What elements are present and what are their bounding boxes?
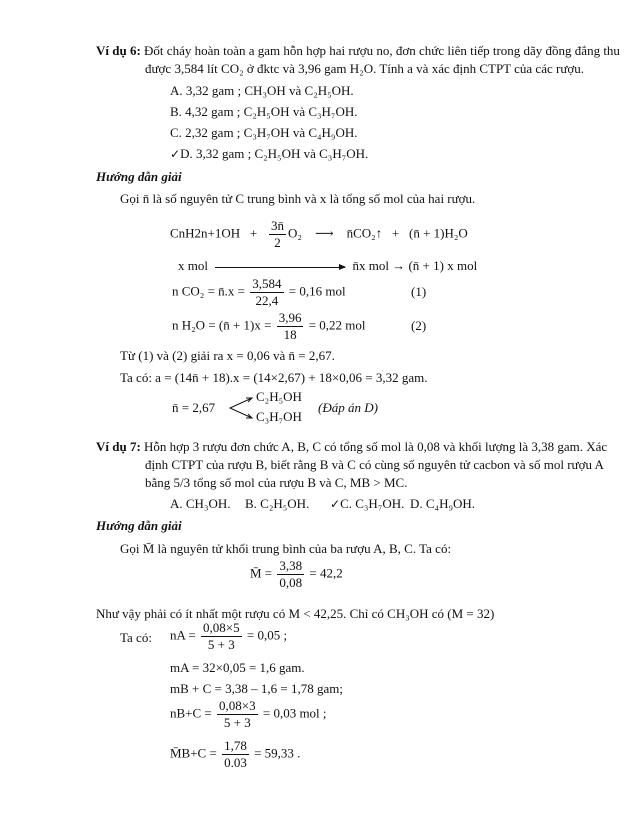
eq2-fraction (277, 310, 304, 343)
ex7-taco: Ta có: (120, 630, 152, 645)
mol-left: x mol (178, 258, 208, 273)
check-icon: ✓ (170, 147, 181, 161)
nBC-fraction (217, 698, 258, 731)
reaction-arrow: ⟶ (314, 225, 334, 241)
eq2-tag: (2) (411, 318, 427, 333)
ex6-option-a: A. 3,32 gam ; CH₃OH và C₂H₅OH. (170, 83, 354, 98)
nA-den: 5 + 3 (207, 637, 235, 652)
ex6-eq1 (172, 276, 346, 309)
branch-top: C₂H₅OH (256, 389, 302, 404)
eq1-tag: (1) (411, 284, 427, 299)
mbar-rhs: = 42,2 (309, 565, 343, 581)
plus-sign-2: + (391, 225, 400, 241)
eq1-rhs: = 0,16 mol (288, 283, 346, 299)
nA-num: 0,08×5 (203, 620, 240, 635)
ex6-answer: (Đáp án D) (318, 400, 378, 415)
eq1-num: 3,584 (252, 276, 282, 291)
o2-den: 2 (274, 235, 281, 250)
ex7-nA (170, 620, 287, 653)
long-arrow-icon (215, 267, 345, 268)
mbar-lhs: M̄ = (250, 565, 273, 581)
mbar-num: 3,38 (279, 558, 303, 573)
ex7-option-c-row (330, 496, 404, 512)
nBC-lhs: nB+C = (170, 705, 212, 721)
branch-arrows-icon (226, 396, 254, 420)
eq2-rhs: = 0,22 mol (308, 317, 366, 333)
branch-bottom: C₃H₇OH (256, 409, 302, 424)
ex7-MBC (170, 738, 300, 771)
nA-lhs: nA = (170, 627, 196, 643)
eq2-lhs: n H₂O = (n̄ + 1)x = (172, 317, 272, 333)
MBC-lhs: M̄B+C = (170, 745, 217, 761)
ex7-text-2: định CTPT của rượu B, biết rằng B và C có cùng số nguyên tử cacbon và số mol rượu A (145, 457, 604, 472)
ex6-eq2 (172, 310, 366, 343)
MBC-num: 1,78 (224, 738, 247, 753)
ex7-intro: Gọi M̄ là nguyên tử khối trung bình của ba rượu A, B, C. Ta có: (120, 541, 452, 556)
mbar-fraction (277, 558, 304, 591)
eq2-num: 3,96 (278, 310, 302, 325)
ex6-guide-heading: Hướng dẫn giải (96, 169, 182, 184)
ex7-text-1: Hỗn hợp 3 rượu đơn chức A, B, C có tổng số mol là 0,08 và khối lượng là 3,38 gam. Xác (144, 439, 608, 454)
ex6-option-d: D. 3,32 gam ; C₂H₅OH và C₃H₇OH. (180, 146, 369, 161)
mbar-den: 0,08 (279, 575, 303, 590)
ex7-option-b: B. C₂H₅OH. (245, 496, 310, 511)
ex7-label: Ví dụ 7: (96, 439, 141, 454)
nBC-rhs: = 0,03 mol ; (262, 705, 327, 721)
ex7-option-d: D. C₄H₉OH. (410, 496, 476, 511)
ex7-mA: mA = 32×0,05 = 1,6 gam. (170, 660, 305, 675)
ex6-mol-row (178, 258, 477, 274)
ex6-intro: Gọi n̄ là số nguyên tử C trung bình và x là tổng số mol của hai rượu. (120, 191, 476, 206)
ex6-text-2: được 3,584 lít CO₂ ở đktc và 3,96 gam H₂O. Tính a và xác định CTPT của các rượu. (145, 61, 584, 76)
ex6-option-d-row (170, 146, 368, 162)
co2-product: n̄CO₂↑ (346, 225, 383, 241)
ex7-guide-heading: Hướng dẫn giải (96, 518, 182, 533)
ex7-mBC: mB + C = 3,38 – 1,6 = 1,78 gam; (170, 681, 343, 696)
ex6-reaction (170, 218, 468, 251)
MBC-den: 0.03 (224, 755, 247, 770)
ex7-nBC (170, 698, 327, 731)
ex6-nbar: n̄ = 2,67 (172, 400, 216, 415)
ex6-problem-line1 (96, 43, 620, 59)
reactant: CnH2n+1OH (170, 225, 241, 241)
nA-rhs: = 0,05 ; (246, 627, 288, 643)
o2-coefficient (269, 218, 286, 251)
eq1-lhs: n CO₂ = n̄.x = (172, 283, 246, 299)
eq1-fraction (250, 276, 283, 309)
eq1-den: 22,4 (255, 293, 279, 308)
ex7-text-3: bằng 5/3 tổng số mol của rượu B và C, MB > MC. (145, 475, 408, 490)
ex6-text-1: Đốt cháy hoàn toàn a gam hỗn hợp hai rượu no, đơn chức liên tiếp trong dãy đồng đẳng thu (144, 43, 620, 58)
ex6-result-1: Từ (1) và (2) giải ra x = 0,06 và n̄ = 2,67. (120, 348, 335, 363)
ex6-label: Ví dụ 6: (96, 43, 141, 58)
MBC-fraction (222, 738, 249, 771)
plus-sign: + (249, 225, 258, 241)
check-icon: ✓ (330, 497, 341, 511)
h2o-product: (n̄ + 1)H₂O (409, 225, 468, 241)
nA-fraction (201, 620, 242, 653)
ex7-problem-line1 (96, 439, 607, 455)
ex7-option-c: C. C₃H₇OH. (340, 496, 405, 511)
nBC-den: 5 + 3 (223, 715, 251, 730)
ex6-result-2: Ta có: a = (14n̄ + 18).x = (14×2,67) + 18×0,06 = 3,32 gam. (120, 370, 428, 385)
ex7-option-a: A. CH₃OH. (170, 496, 231, 511)
ex7-conclusion: Như vậy phải có ít nhất một rượu có M < 42,25. Chỉ có CH₃OH có (M = 32) (96, 606, 495, 621)
o2-num: 3n̄ (271, 218, 285, 233)
ex6-option-c: C. 2,32 gam ; C₃H₇OH và C₄H₉OH. (170, 125, 358, 140)
ex6-option-b: B. 4,32 gam ; C₂H₅OH và C₃H₇OH. (170, 104, 358, 119)
mol-right: (n̄ + 1) x mol (408, 258, 478, 273)
eq2-den: 18 (283, 327, 297, 342)
nBC-num: 0,08×3 (219, 698, 256, 713)
MBC-rhs: = 59,33 . (254, 745, 301, 761)
mol-mid: n̄x mol → (352, 258, 406, 273)
o2: O₂ (288, 225, 302, 241)
ex7-mbar (250, 558, 343, 591)
